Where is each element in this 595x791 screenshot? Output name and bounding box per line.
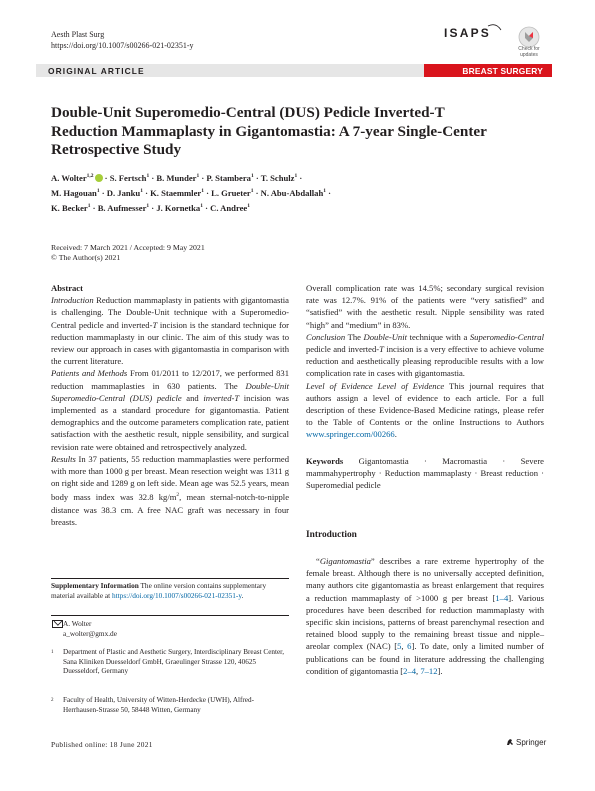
- springer-logo: [506, 738, 546, 747]
- evidence-label-2: Level of Evidence: [377, 380, 445, 391]
- envelope-icon: [52, 620, 63, 628]
- author-affiliation-sup: 1: [247, 203, 250, 210]
- author-separator: ·: [142, 188, 151, 198]
- evidence-link[interactable]: www.springer.com/00266: [306, 429, 395, 440]
- author-name[interactable]: P. Stambera: [206, 173, 251, 183]
- author-name[interactable]: B. Munder: [156, 173, 197, 183]
- abstract-intro-text-a: Reduction mammaplasty in patients with gigantomastia is challenging. The Double-Unit technique with a Superomedio-Central pedicle and inverted-: [51, 295, 289, 330]
- author-name[interactable]: K. Becker: [51, 203, 88, 213]
- author-separator: ·: [253, 173, 261, 183]
- abstract-conclusion-label: Conclusion: [306, 331, 346, 342]
- intro-text-c: ]. To date, only a limited number of publications can be found in literature addressing the challenging condition of gigantomastia [: [306, 641, 544, 676]
- evidence-label: Level of Evidence: [306, 380, 373, 391]
- supplementary-text-a: The online version contains supplementary material available at: [51, 581, 267, 600]
- supplementary-information: [51, 581, 289, 600]
- author-affiliation-sup: 1,2: [86, 173, 94, 180]
- springer-horse-icon: [506, 738, 514, 746]
- author-affiliation-sup: 1: [146, 173, 150, 180]
- abstract-introduction: [51, 294, 289, 367]
- author-name[interactable]: J. Kornetka: [156, 203, 201, 213]
- author-name[interactable]: C. Andree: [210, 203, 248, 213]
- orcid-icon[interactable]: [95, 174, 103, 182]
- abstract-results-text: In 37 patients, 55 reduction mammaplasties were performed with more than 1000 g per breast. Mean resection weight was 1311 g on right side and 1289 g on left side. Mean age was 52.5 years, mean body mass index was 32.8 kg/m: [51, 453, 289, 503]
- affiliation-2: Faculty of Health, University of Witten-Herdecke (UWH), Alfred-Herrhausen-Strasse 50, 58448 Witten, Germany: [63, 696, 254, 714]
- abstract-conclusion-t: T: [379, 344, 384, 355]
- published-online: Published online: 18 June 2021: [51, 740, 153, 749]
- abstract-methods-label: Patients and Methods: [51, 368, 128, 379]
- ref-link[interactable]: 2–4: [403, 665, 417, 676]
- correspondence-email[interactable]: a_wolter@gmx.de: [63, 628, 117, 638]
- abstract-methods-text-a: From 01/2011 to 12/2017, we performed 831 reduction mammaplasties in 630 patients. The: [51, 368, 289, 391]
- crossmark-label: Check for updates: [518, 46, 540, 58]
- author-affiliation-sup: 1: [140, 188, 143, 195]
- introduction-body: [306, 555, 544, 677]
- intro-text-d: ].: [437, 665, 443, 676]
- abstract-methods-italic-a: Double-Unit Superomedio-Central (DUS) pedicle: [51, 380, 289, 403]
- author-affiliation-sup: 1: [87, 203, 91, 210]
- copyright-line: © The Author(s) 2021: [51, 253, 121, 262]
- abstract-conclusion-text-c: pedicle and inverted-: [306, 344, 380, 355]
- author-line-2: [51, 186, 551, 201]
- abstract-conclusion-text-d: incision is a very effective to achieve volume reduction and aesthetically pleasing reproducible results with a low complication rate in cases with gigantomastia.: [306, 344, 544, 379]
- ref-link[interactable]: 5: [397, 641, 402, 652]
- author-separator: ·: [203, 188, 212, 198]
- correspondence-rule: [51, 615, 289, 616]
- keywords-label: Keywords: [306, 455, 344, 466]
- abstract-evidence: [306, 380, 544, 441]
- abstract-results-continued: Overall complication rate was 14.5%; secondary surgical revision rate was 12.7%. 91% of the patients were “very satisfied” and “satisfied” with the aesthetic result. Nipple sensibility was rated “high” and “medium” in 83%.: [306, 283, 544, 330]
- abstract-results-text-b: , mean sternal-notch-to-nipple distance was 38.3 cm. A free NAC graft was necessary in four breasts.: [51, 492, 290, 527]
- author-name[interactable]: S. Fertsch: [109, 173, 147, 183]
- received-accepted-dates: Received: 7 March 2021 / Accepted: 9 May 2021: [51, 243, 205, 252]
- article-title: Double-Unit Superomedio-Central (DUS) Pedicle Inverted-T Reduction Mammaplasty in Gigantomastia: A 7-year Single-Center Retrospective Study: [51, 104, 487, 158]
- affiliation-number: 2: [51, 698, 54, 703]
- supplementary-label: Supplementary Information: [51, 581, 139, 590]
- springer-label: Springer: [516, 738, 547, 747]
- abstract-heading: Abstract: [51, 283, 83, 293]
- author-separator: ·: [326, 188, 332, 198]
- quote-open: “: [316, 556, 320, 566]
- abstract-conclusion-italic-b: Superomedio-Central: [469, 331, 544, 342]
- evidence-text-b: .: [394, 429, 397, 440]
- author-separator: ·: [90, 203, 98, 213]
- evidence-text-a: This journal requires that authors assign a level of evidence to each article. For a full description of these Evidence-Based Medicine ratings, please refer to the Table of Contents or the online Instructions to Authors: [306, 380, 544, 428]
- ref-link[interactable]: 1–4: [495, 592, 509, 603]
- introduction-heading: Introduction: [306, 530, 357, 540]
- abstract-intro-label: Introduction: [51, 295, 94, 306]
- supplementary-link[interactable]: https://doi.org/10.1007/s00266-021-02351-y: [111, 590, 242, 600]
- author-line-3: [51, 201, 551, 216]
- author-separator: ·: [102, 173, 110, 183]
- abstract-conclusion-italic-a: Double-Unit: [363, 331, 407, 342]
- author-name[interactable]: L. Grueter: [211, 188, 251, 198]
- author-line-1: [51, 171, 551, 186]
- ref-sep: ,: [416, 665, 421, 676]
- intro-italic: Gigantomastia: [319, 556, 371, 566]
- ref-sep: ,: [401, 641, 408, 652]
- author-affiliation-sup: 1: [196, 173, 200, 180]
- author-list: [51, 171, 551, 216]
- author-affiliation-sup: 1: [96, 188, 100, 195]
- author-affiliation-sup: 1: [250, 173, 254, 180]
- article-doi[interactable]: https://doi.org/10.1007/s00266-021-02351-y: [51, 41, 194, 50]
- keywords-text: Gigantomastia · Macromastia · Severe mammahypertrophy · Reduction mammaplasty · Breast reduction · Superomedial pedicle: [306, 455, 544, 491]
- abstract-right: [306, 282, 544, 491]
- affiliation-1: Department of Plastic and Aesthetic Surgery, Interdisciplinary Breast Center, Sana Kliniken Duesseldorf GmbH, Graeulinger Strasse 120, 40625 Duesseldorf, Germany: [63, 648, 285, 676]
- author-separator: ·: [253, 188, 261, 198]
- abstract-intro-text-b: incision is the standard technique for reduction mammaplasty in our clinic. The aim of this study was to review our approach in cases with gigantomastia in comparison with the current literature.: [51, 319, 289, 367]
- keywords: [306, 455, 544, 492]
- author-affiliation-sup: 1: [200, 203, 203, 210]
- author-name[interactable]: A. Wolter: [51, 173, 87, 183]
- ref-link[interactable]: 7–12: [420, 665, 438, 676]
- author-affiliation-sup: 1: [323, 188, 326, 195]
- author-name[interactable]: T. Schulz: [260, 173, 295, 183]
- abstract-intro-t: T: [152, 319, 158, 330]
- author-separator: ·: [149, 173, 157, 183]
- author-name[interactable]: M. Hagouan: [51, 188, 97, 198]
- footnote-rule: [51, 578, 289, 579]
- abstract-left: [51, 282, 289, 528]
- author-affiliation-sup: 1: [146, 203, 150, 210]
- abstract-conclusion-text-b: technique with a: [407, 331, 470, 342]
- abstract-methods: [51, 367, 289, 452]
- abstract-methods-text-b: and: [181, 392, 204, 403]
- author-separator: ·: [99, 188, 107, 198]
- abstract-results-label: Results: [51, 453, 76, 464]
- section-label: BREAST SURGERY: [462, 66, 543, 76]
- abstract-results-sup: 2: [176, 492, 180, 499]
- abstract-conclusion: [306, 331, 544, 380]
- isaps-logo-text: ISAPS: [444, 26, 492, 40]
- correspondence: [63, 619, 117, 638]
- abstract-results: [51, 453, 289, 528]
- author-separator: ·: [202, 203, 211, 213]
- article-type-label: ORIGINAL ARTICLE: [48, 66, 145, 76]
- ref-link[interactable]: 6: [407, 641, 412, 652]
- author-name[interactable]: B. Aufmesser: [97, 203, 147, 213]
- affiliation-number: 1: [51, 650, 54, 655]
- correspondence-name: A. Wolter: [63, 619, 92, 628]
- author-name[interactable]: N. Abu-Abdallah: [260, 188, 324, 198]
- author-affiliation-sup: 1: [250, 188, 254, 195]
- author-separator: ·: [149, 203, 157, 213]
- isaps-logo: [444, 24, 502, 42]
- author-name[interactable]: D. Janku: [106, 188, 141, 198]
- author-affiliation-sup: 1: [294, 173, 298, 180]
- intro-text-b: ]. Various procedures have been described for reduction mammaplasty with specific skin incisions, patterns of breast parenchymal resection and retained blood supply to the remaining breast tissue and nipple–areolar complex (NAC) [: [306, 592, 544, 652]
- introduction-paragraph: [306, 555, 544, 677]
- intro-text-a: ” describes a rare extreme hypertrophy of the female breast. Although there is no universally accepted definition, many authors cite gigantomastia as breast enlargement that requires a reduction mammaplasty of >1000 g per breast [: [306, 556, 544, 603]
- author-name[interactable]: K. Staemmler: [150, 188, 202, 198]
- author-separator: ·: [297, 173, 303, 183]
- journal-name: Aesth Plast Surg: [51, 30, 105, 39]
- abstract-methods-italic-b: inverted-T: [203, 392, 240, 403]
- author-affiliation-sup: 1: [201, 188, 204, 195]
- abstract-methods-text-c: incision was implemented as a standard procedure for gigantomastia. Patient demographics and the outcome parameters complication rate, patient satisfaction with the aesthetic result, nipple sensibility, and surgical revision rate were obtained and retrospectively analyzed.: [51, 392, 289, 452]
- abstract-conclusion-text-a: The: [345, 331, 364, 342]
- supplementary-text-b: .: [241, 590, 244, 600]
- author-separator: ·: [199, 173, 207, 183]
